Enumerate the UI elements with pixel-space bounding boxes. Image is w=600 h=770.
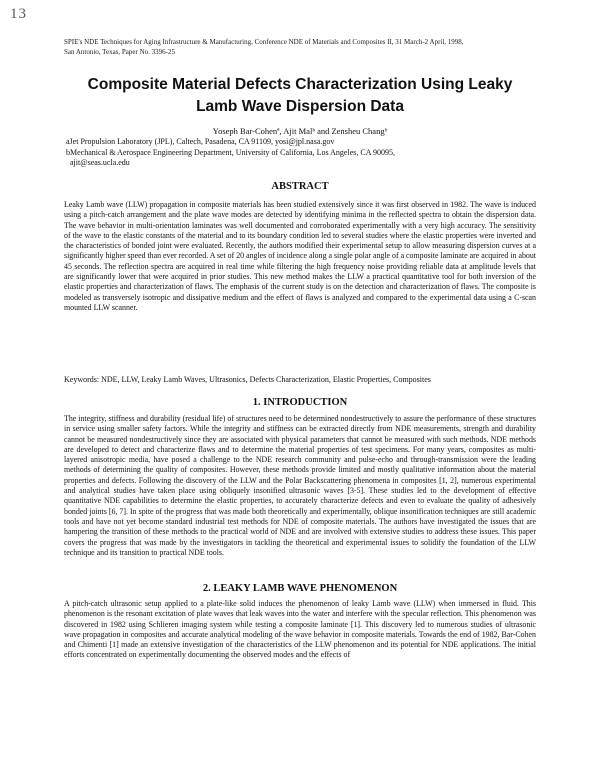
keywords-line — [64, 375, 544, 385]
affiliation-b: bMechanical & Aerospace Engineering Department, University of California, Los Angeles, CA 90095, — [66, 147, 396, 157]
affiliation-a: aJet Propulsion Laboratory (JPL), Caltech, Pasadena, CA 91109, yosi@jpl.nasa.gov — [66, 137, 335, 146]
abstract-heading: ABSTRACT — [271, 181, 329, 192]
title-line-1: Composite Material Defects Characterization Using Leaky — [87, 76, 513, 93]
paper-title — [40, 74, 560, 118]
introduction-body: The integrity, stiffness and durability (residual life) of structures need to be determined nondestructively to assure the performance of these structures in service using smaller safety factors. While the integrity and stiffness can be extracted directly from NDE measurements, strength and durability cannot be measured nondestructively since they are associated with physical parameters that cannot be measured with such methods. NDE methods are developed to detect and characterize flaws and to determine the material properties of test specimens. For many years, composites as multi-layered anisotropic media, have posed a challenge to the NDE research community and pulse-echo and through-transmission were the leading methods of determining the quality of composites. However, these methods provide limited and mostly qualitative information about the material properties and defects. Following the discovery of the LLW and the Polar Backscattering phenomena in composites [1, 2], numerous experimental and analytical studies have taken place using obliquely insonified ultrasonic waves [3-5]. These studies led to the development of effective quantitative NDE capabilities to determine the elastic properties, to accurately characterize defects and even to evaluate the quality of adhesively bonded joints [6, 7]. In spite of the progress that was made both theoretically and experimentally, oblique insonification techniques are still academic tools and have not yet become standard industrial test methods for NDE of composite materials. The authors have investigated the issues that are hampering the transition of these methods to the practical world of NDE and are involved with extensive studies to address these issues. This paper covers the progress that was made by the investigators in tackling the theoretical and experimental issues to solidify the foundation of the LLW technique and its transition to practical NDE tools. — [64, 414, 536, 557]
conference-running-head — [64, 38, 534, 57]
keywords-text: NDE, LLW, Leaky Lamb Waves, Ultrasonics, Defects Characterization, Elastic Properties, Composites — [101, 375, 431, 384]
introduction-heading: 1. INTRODUCTION — [252, 397, 348, 408]
abstract-body: Leaky Lamb wave (LLW) propagation in composite materials has been studied extensively since it was first observed in 1982. The wave is induced using a pitch-catch arrangement and the plate wave modes are detected by identifying minima in the reflected spectra to obtain the dispersion data. The wave behavior in multi-orientation laminates was well documented and corroborated experimentally with a very high accuracy. The sensitivity of the wave to the elastic constants of the material and to its boundary condition led to several studies where the elastic properties were inverted and the characteristics of bonded joint were evaluated. Recently, the authors modified their experimental setup to allow measuring dispersion curves at a significantly higher speed than ever recorded. A set of 20 angles of incidence along a single polar angle of a composite laminate are acquired in about 45 seconds. The reflection spectra are acquired in real time while filtering the high frequency noise providing reliable data at amplitude levels that are significantly lower that were acquired in prior studies. This new method makes the LLW a practical quantitative tool for both inversion of the elastic properties and characterization of flaws. The emphasis of the current study is on the detection and characterization of flaws. The composite is modeled as transversely isotropic and dissipative medium and the effect of flaws is analyzed and compared to the experimental data using a C-scan mounted LLW scanner. — [64, 200, 536, 312]
keywords-label: Keywords: — [64, 375, 100, 384]
author-list: Yoseph Bar-Cohenª, Ajit Malᵇ and Zensheu Changᵇ — [212, 126, 388, 136]
leaky-lamb-wave-body: A pitch-catch ultrasonic setup applied to a plate-like solid induces the phenomenon of leaky Lamb wave (LLW) when immersed in fluid. This phenomenon is the resonant excitation of plate waves that leak waves into the water and interfere with the specular reflection. This phenomenon was discovered in 1982 using Schlieren imaging system while testing a composite laminate [1]. This discovery led to numerous studies of ultrasonic wave propagation in composites and accurate analytical modeling of the wave behavior in composite materials. Towards the end of 1982, Bar-Cohen and Chimenti [1] made an extensive investigation of the characteristics of the LLW phenomenon and its potential for NDE applications. The initial efforts concentrated on experimentally documenting the observed modes and the effects of — [64, 599, 536, 660]
running-head-line-1: SPIE's NDE Techniques for Aging Infrastructure & Manufacturing, Conference NDE of Materials and Composites II, 31 March-2 April, 1998, — [64, 38, 464, 46]
affiliation-b-email: ajit@seas.ucla.edu — [70, 158, 130, 167]
title-line-2: Lamb Wave Dispersion Data — [196, 98, 404, 115]
leaky-lamb-wave-heading: 2. LEAKY LAMB WAVE PHENOMENON — [202, 583, 398, 594]
handwritten-page-mark: 13 — [10, 6, 27, 22]
affiliations — [66, 137, 546, 169]
running-head-line-2: San Antonio, Texas, Paper No. 3396-25 — [64, 47, 175, 56]
